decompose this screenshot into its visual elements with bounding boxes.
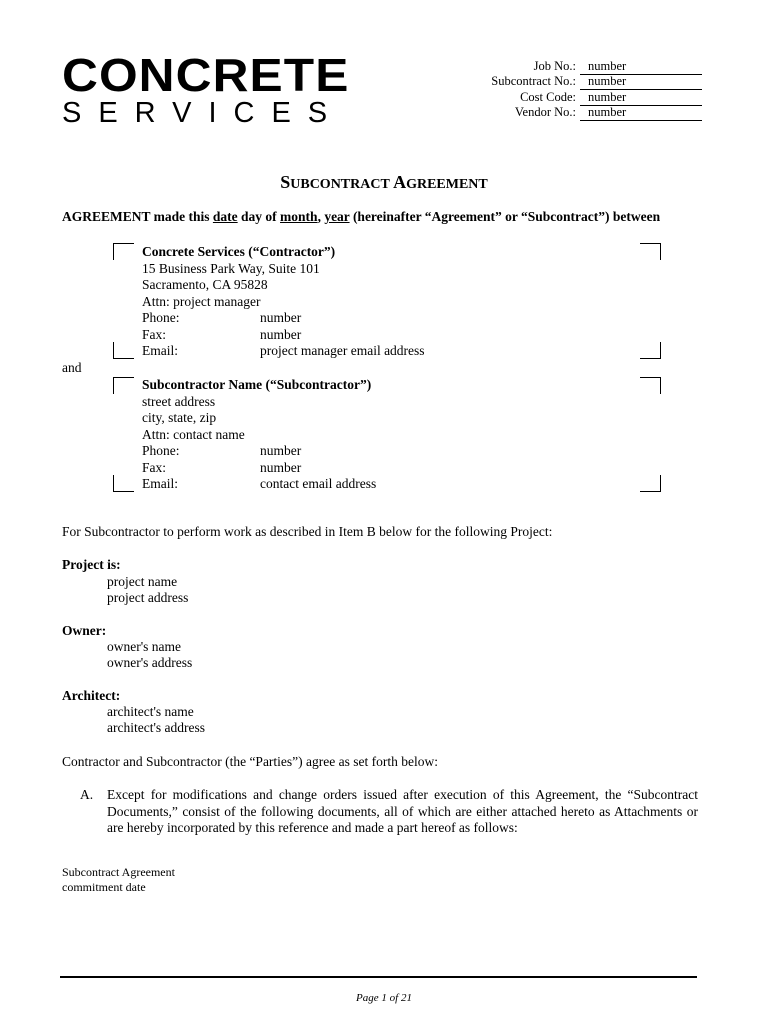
company-logo-wordmark: CONCRETE — [62, 49, 350, 101]
intro-part-4: (hereinafter “Agreement” or “Subcontract”) between — [349, 209, 661, 224]
contractor-phone: number — [260, 310, 302, 325]
architect-label: Architect: — [62, 688, 121, 703]
subcontractor-attn: Attn: contact name — [142, 426, 245, 442]
contractor-phone-label: Phone: — [142, 310, 180, 325]
subcontractor-phone: number — [260, 443, 302, 458]
subcontractor-name: Subcontractor Name (“Subcontractor”) — [142, 377, 372, 392]
intro-date: date — [212, 209, 238, 224]
subcontractor-bracket-top-right — [640, 377, 661, 394]
subcontract-number-value: number — [580, 74, 702, 90]
owner-label: Owner: — [62, 623, 107, 638]
contractor-bracket-top-left — [113, 243, 134, 260]
contractor-fax: number — [260, 326, 302, 342]
subcontractor-phone-row — [142, 443, 371, 460]
document-title — [0, 172, 768, 193]
title-rest-2: GREEMENT — [406, 177, 488, 192]
vendor-number-value: number — [580, 105, 702, 121]
subcontractor-city: city, state, zip — [142, 410, 217, 425]
and-connector: and — [62, 360, 82, 375]
title-initial-1: S — [280, 172, 291, 192]
intro-year: year — [324, 209, 350, 224]
parties-statement: Contractor and Subcontractor (the “Parties”) agree as set forth below: — [62, 754, 438, 769]
subcontract-number-label: Subcontract No.: — [491, 74, 576, 88]
architect-address: architect's address — [107, 720, 206, 735]
agreement-intro — [62, 209, 660, 225]
subcontractor-fax-label: Fax: — [142, 459, 167, 475]
intro-part-2: day of — [237, 209, 281, 224]
subcontractor-email: contact email address — [260, 476, 377, 491]
cost-code-label: Cost Code: — [520, 90, 576, 104]
intro-part-1: AGREEMENT made this — [62, 209, 213, 224]
cost-code-value: number — [580, 90, 702, 106]
contractor-city: Sacramento, CA 95828 — [142, 277, 268, 292]
contractor-phone-row — [142, 310, 335, 327]
subcontractor-email-row — [142, 476, 377, 493]
item-a-marker: A. — [80, 787, 94, 802]
project-name: project name — [107, 574, 178, 589]
architect-name: architect's name — [107, 704, 194, 719]
project-address: project address — [107, 590, 189, 605]
subcontractor-fax: number — [260, 459, 302, 475]
company-logo-subtitle: SERVICES — [62, 97, 345, 129]
footer-divider — [60, 976, 697, 978]
job-number-row — [442, 59, 702, 74]
subcontractor-bracket-bottom-left — [113, 475, 134, 492]
item-a-text: Except for modifications and change orders issued after execution of this Agreement, the “Subcontract Documents,” consist of the following documents, all of which are either attached hereto as Attachments or are hereby incorporated by this reference and made a part hereof as follows: — [107, 787, 698, 835]
project-label: Project is: — [62, 557, 121, 572]
contractor-email: project manager email address — [260, 343, 425, 358]
intro-month: month — [280, 209, 318, 224]
subcontractor-fax-row — [142, 460, 371, 477]
owner-name: owner's name — [107, 639, 182, 654]
page-number: Page 1 of 21 — [356, 992, 412, 1004]
title-initial-2: A — [393, 172, 407, 192]
contractor-name: Concrete Services (“Contractor”) — [142, 244, 336, 259]
contractor-bracket-top-right — [640, 243, 661, 260]
contractor-email-row — [142, 343, 425, 360]
owner-address: owner's address — [107, 655, 193, 670]
job-number-value: number — [580, 59, 702, 75]
work-description: For Subcontractor to perform work as described in Item B below for the following Project: — [62, 524, 553, 539]
contractor-bracket-bottom-left — [113, 342, 134, 359]
subcontractor-street: street address — [142, 393, 216, 409]
intro-part-3: , — [317, 209, 325, 224]
item-a — [80, 787, 698, 837]
subcontractor-bracket-top-left — [113, 377, 134, 394]
vendor-number-row — [442, 105, 702, 120]
subcontractor-phone-label: Phone: — [142, 443, 180, 458]
footer-doc-name: Subcontract Agreement — [62, 865, 175, 879]
contractor-bracket-bottom-right — [640, 342, 661, 359]
subcontractor-bracket-bottom-right — [640, 475, 661, 492]
subcontract-number-row — [442, 74, 702, 89]
contractor-email-label: Email: — [142, 343, 178, 358]
contractor-fax-row — [142, 327, 335, 344]
subcontractor-block — [142, 377, 377, 493]
subcontractor-email-label: Email: — [142, 476, 178, 491]
vendor-number-label: Vendor No.: — [514, 105, 576, 119]
cost-code-row — [442, 90, 702, 105]
footer-commitment-date: commitment date — [62, 880, 146, 894]
contractor-block — [142, 244, 425, 360]
job-number-label: Job No.: — [533, 59, 576, 73]
title-rest-1: UBCONTRACT — [290, 177, 394, 192]
contractor-attn: Attn: project manager — [142, 293, 261, 309]
contractor-fax-label: Fax: — [142, 326, 167, 342]
contractor-street: 15 Business Park Way, Suite 101 — [142, 260, 320, 276]
